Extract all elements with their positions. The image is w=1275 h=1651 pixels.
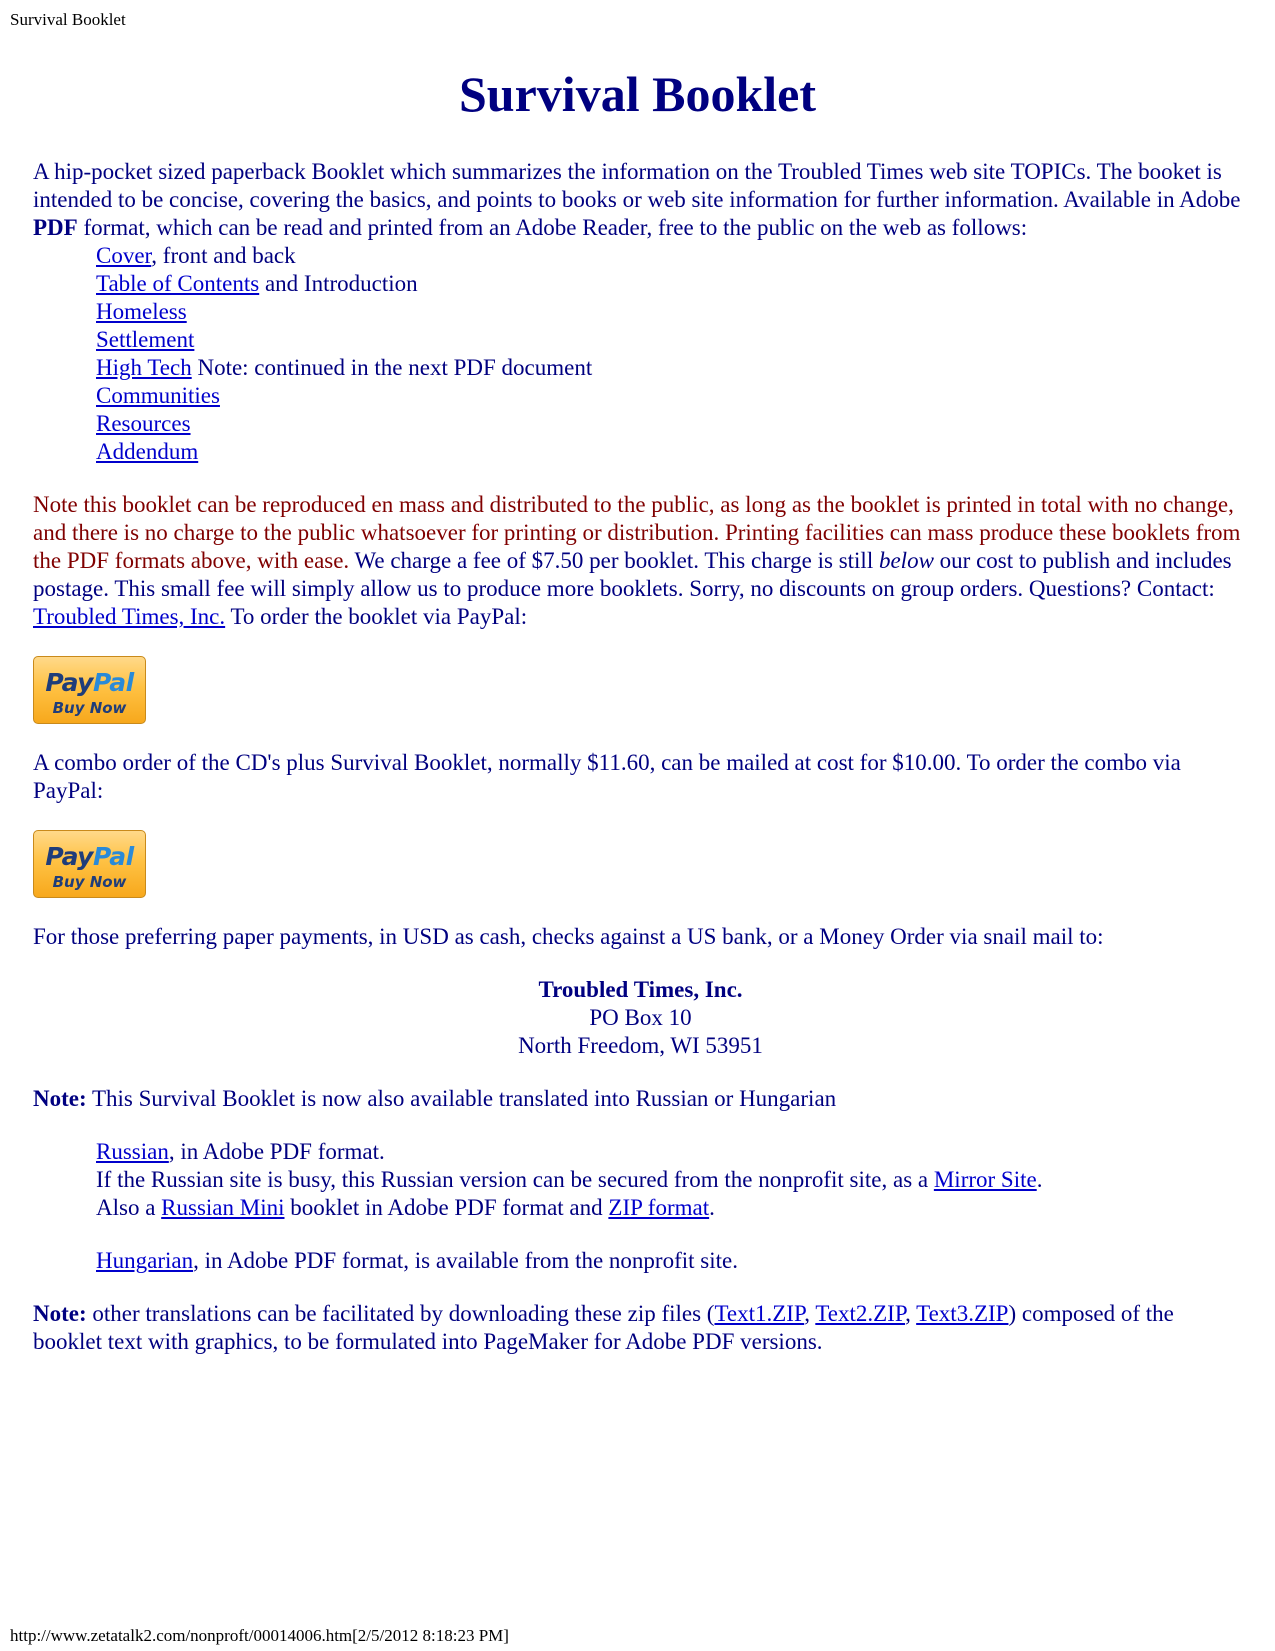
other-translations-note (33, 1300, 1248, 1356)
fee-text-3: To order the booklet via PayPal: (225, 604, 528, 629)
paypal-logo-pay: Pay (45, 841, 93, 871)
paper-payment-paragraph: For those preferring paper payments, in USD as cash, checks against a US bank, or a Money Order via snail mail to: (33, 924, 1104, 949)
toc-item-contents (96, 270, 1248, 298)
spacer (33, 805, 1248, 830)
spacer (33, 898, 1248, 923)
toc-item-settlement (96, 326, 1248, 354)
spacer (33, 1113, 1248, 1138)
spacer (33, 1222, 1248, 1247)
paypal-logo-pay: Pay (45, 667, 93, 697)
other-note-text-2: ) composed of the booklet text with graphics, to be formulated into PageMaker for Adobe PDF versions. (33, 1301, 1174, 1354)
address-line-1: PO Box 10 (589, 1005, 692, 1030)
period: . (1036, 1167, 1043, 1192)
toc-suffix: Note: continued in the next PDF document (191, 355, 593, 380)
spacer (33, 951, 1248, 976)
toc-item-homeless (96, 298, 1248, 326)
russian-text-2: If the Russian site is busy, this Russian version can be secured from the nonprofit site, as a (96, 1167, 934, 1192)
main-content (33, 158, 1248, 1356)
spacer (33, 1060, 1248, 1085)
toc-item-high-tech (96, 354, 1248, 382)
text1-zip-link[interactable]: Text1.ZIP (714, 1301, 805, 1326)
toc-suffix: and Introduction (259, 271, 418, 296)
contact-link[interactable]: Troubled Times, Inc. (33, 604, 226, 629)
toc-link-communities[interactable]: Communities (96, 383, 220, 408)
paypal-buy-now-label: Buy Now (52, 872, 127, 891)
toc-link-settlement[interactable]: Settlement (96, 327, 195, 352)
intro-text-2: format, which can be read and printed from an Adobe Reader, free to the public on the web as follows: (77, 215, 1028, 240)
separator: , (905, 1301, 917, 1326)
text2-zip-link[interactable]: Text2.ZIP (815, 1301, 906, 1326)
text3-zip-link[interactable]: Text3.ZIP (916, 1301, 1009, 1326)
fee-text-2: our cost to publish and includes postage. This small fee will simply allow us to produce more booklets. Sorry, no discounts on group orders. Questions? Contact: (33, 548, 1232, 601)
toc-suffix: , front and back (151, 243, 296, 268)
paypal-buy-now-label: Buy Now (52, 698, 127, 717)
mailing-address (33, 976, 1248, 1060)
other-note-text-1: other translations can be facilitated by downloading these zip files ( (86, 1301, 715, 1326)
toc-link-resources[interactable]: Resources (96, 411, 191, 436)
russian-section (96, 1138, 1248, 1222)
spacer (33, 724, 1248, 749)
print-footer-url: http://www.zetatalk2.com/nonproft/00014006.htm[2/5/2012 8:18:23 PM] (10, 1626, 509, 1645)
translation-note (33, 1085, 1248, 1113)
zip-format-link[interactable]: ZIP format (608, 1195, 710, 1220)
toc-item-cover (96, 242, 1248, 270)
note-label: Note: (33, 1301, 87, 1326)
paypal-buy-now-booklet-button[interactable] (33, 656, 146, 724)
toc-link-contents[interactable]: Table of Contents (96, 271, 260, 296)
period: . (709, 1195, 715, 1220)
reproduction-paragraph (33, 491, 1248, 631)
toc-item-resources (96, 410, 1248, 438)
hungarian-link[interactable]: Hungarian (96, 1248, 194, 1273)
page-title: Survival Booklet (459, 66, 816, 122)
russian-text-3: Also a (96, 1195, 162, 1220)
hungarian-section (96, 1247, 1248, 1275)
fee-italic: below (878, 548, 934, 573)
note-label: Note: (33, 1086, 87, 1111)
spacer (33, 631, 1248, 656)
russian-text-1: , in Adobe PDF format. (168, 1139, 385, 1164)
fee-text-1: We charge a fee of $7.50 per booklet. This charge is still (349, 548, 879, 573)
toc-item-addendum (96, 438, 1248, 466)
russian-mini-link[interactable]: Russian Mini (161, 1195, 285, 1220)
booklet-toc (96, 242, 1248, 466)
paypal-logo (34, 843, 145, 871)
combo-paragraph: A combo order of the CD's plus Survival Booklet, normally $11.60, can be mailed at cost for $10.00. To order the combo via PayPal: (33, 750, 1181, 803)
toc-link-high-tech[interactable]: High Tech (96, 355, 192, 380)
russian-text-4: booklet in Adobe PDF format and (284, 1195, 609, 1220)
separator: , (804, 1301, 816, 1326)
russian-link[interactable]: Russian (96, 1139, 169, 1164)
intro-text-1: A hip-pocket sized paperback Booklet which summarizes the information on the Troubled Times web site TOPICs. The booket is intended to be concise, covering the basics, and points to books or web site information for further information. Available in Adobe (33, 159, 1241, 212)
toc-item-communities (96, 382, 1248, 410)
address-name: Troubled Times, Inc. (538, 977, 743, 1002)
intro-paragraph (33, 158, 1248, 242)
translation-note-text: This Survival Booklet is now also available translated into Russian or Hungarian (86, 1086, 837, 1111)
paypal-logo-pal: Pal (92, 841, 134, 871)
reproduction-notice: Note this booklet can be reproduced en mass and distributed to the public, as long as the booklet is printed in total with no change, and there is no charge to the public whatsoever for printing or distribution. Printing facilities can mass produce these booklets from the PDF formats above, with ease. (33, 492, 1241, 573)
toc-link-cover[interactable]: Cover (96, 243, 152, 268)
hungarian-text: , in Adobe PDF format, is available from the nonprofit site. (193, 1248, 738, 1273)
paypal-logo-pal: Pal (92, 667, 134, 697)
spacer (33, 1275, 1248, 1300)
address-line-2: North Freedom, WI 53951 (518, 1033, 763, 1058)
toc-link-addendum[interactable]: Addendum (96, 439, 199, 464)
paypal-logo (34, 669, 145, 697)
pdf-label: PDF (33, 215, 78, 240)
mirror-site-link[interactable]: Mirror Site (933, 1167, 1037, 1192)
paypal-buy-now-combo-button[interactable] (33, 830, 146, 898)
print-header: Survival Booklet (10, 10, 126, 29)
toc-link-homeless[interactable]: Homeless (96, 299, 187, 324)
spacer (33, 466, 1248, 491)
